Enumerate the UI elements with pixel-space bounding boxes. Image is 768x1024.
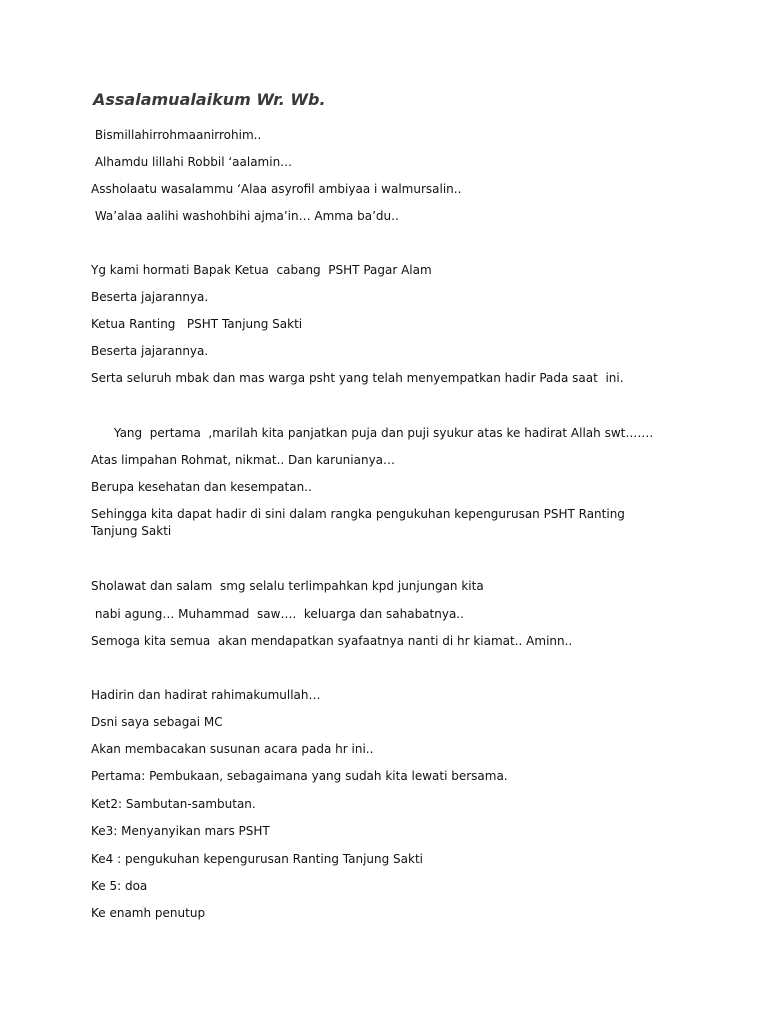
greeting-title: Assalamualaikum Wr. Wb. — [93, 90, 326, 109]
sholawat-line-3: Semoga kita semua akan mendapatkan syafaatnya nanti di hr kiamat.. Aminn.. — [91, 634, 573, 648]
gratitude-line-3: Berupa kesehatan dan kesempatan.. — [91, 480, 312, 494]
sholawat-line-1: Sholawat dan salam smg selalu terlimpahkan kpd junjungan kita — [91, 579, 484, 593]
opening-line-2: Alhamdu lillahi Robbil ‘aalamin… — [91, 155, 293, 169]
sholawat-line-2: nabi agung… Muhammad saw…. keluarga dan sahabatnya.. — [91, 607, 464, 621]
agenda-line-2: Dsni saya sebagai MC — [91, 715, 223, 729]
agenda-line-1: Hadirin dan hadirat rahimakumullah… — [91, 688, 321, 702]
gratitude-line-1: Yang pertama ,marilah kita panjatkan puja dan puji syukur atas ke hadirat Allah swt……. — [91, 426, 654, 440]
gratitude-line-2: Atas limpahan Rohmat, nikmat.. Dan karunianya… — [91, 453, 396, 467]
greeting-line-3: Ketua Ranting PSHT Tanjung Sakti — [91, 317, 303, 331]
opening-line-3: Assholaatu wasalammu ‘Alaa asyrofil ambiyaa i walmursalin.. — [91, 182, 462, 196]
agenda-line-9: Ke enamh penutup — [91, 906, 206, 920]
greeting-line-2: Beserta jajarannya. — [91, 290, 209, 304]
agenda-line-5: Ket2: Sambutan-sambutan. — [91, 797, 256, 811]
agenda-line-4: Pertama: Pembukaan, sebagaimana yang sudah kita lewati bersama. — [91, 769, 508, 783]
opening-line-1: Bismillahirrohmaanirrohim.. — [91, 128, 262, 142]
agenda-line-6: Ke3: Menyanyikan mars PSHT — [91, 824, 270, 838]
greeting-line-1: Yg kami hormati Bapak Ketua cabang PSHT Pagar Alam — [91, 263, 432, 277]
agenda-line-8: Ke 5: doa — [91, 879, 148, 893]
greeting-line-5: Serta seluruh mbak dan mas warga psht yang telah menyempatkan hadir Pada saat ini. — [91, 371, 624, 385]
opening-line-4: Wa’alaa aalihi washohbihi ajma’in… Amma ba’du.. — [91, 209, 399, 223]
agenda-line-3: Akan membacakan susunan acara pada hr ini.. — [91, 742, 374, 756]
agenda-line-7: Ke4 : pengukuhan kepengurusan Ranting Tanjung Sakti — [91, 852, 423, 866]
greeting-line-4: Beserta jajarannya. — [91, 344, 209, 358]
gratitude-line-4: Sehingga kita dapat hadir di sini dalam rangka pengukuhan kepengurusan PSHT Ranting Tanjung Sakti — [91, 507, 625, 538]
